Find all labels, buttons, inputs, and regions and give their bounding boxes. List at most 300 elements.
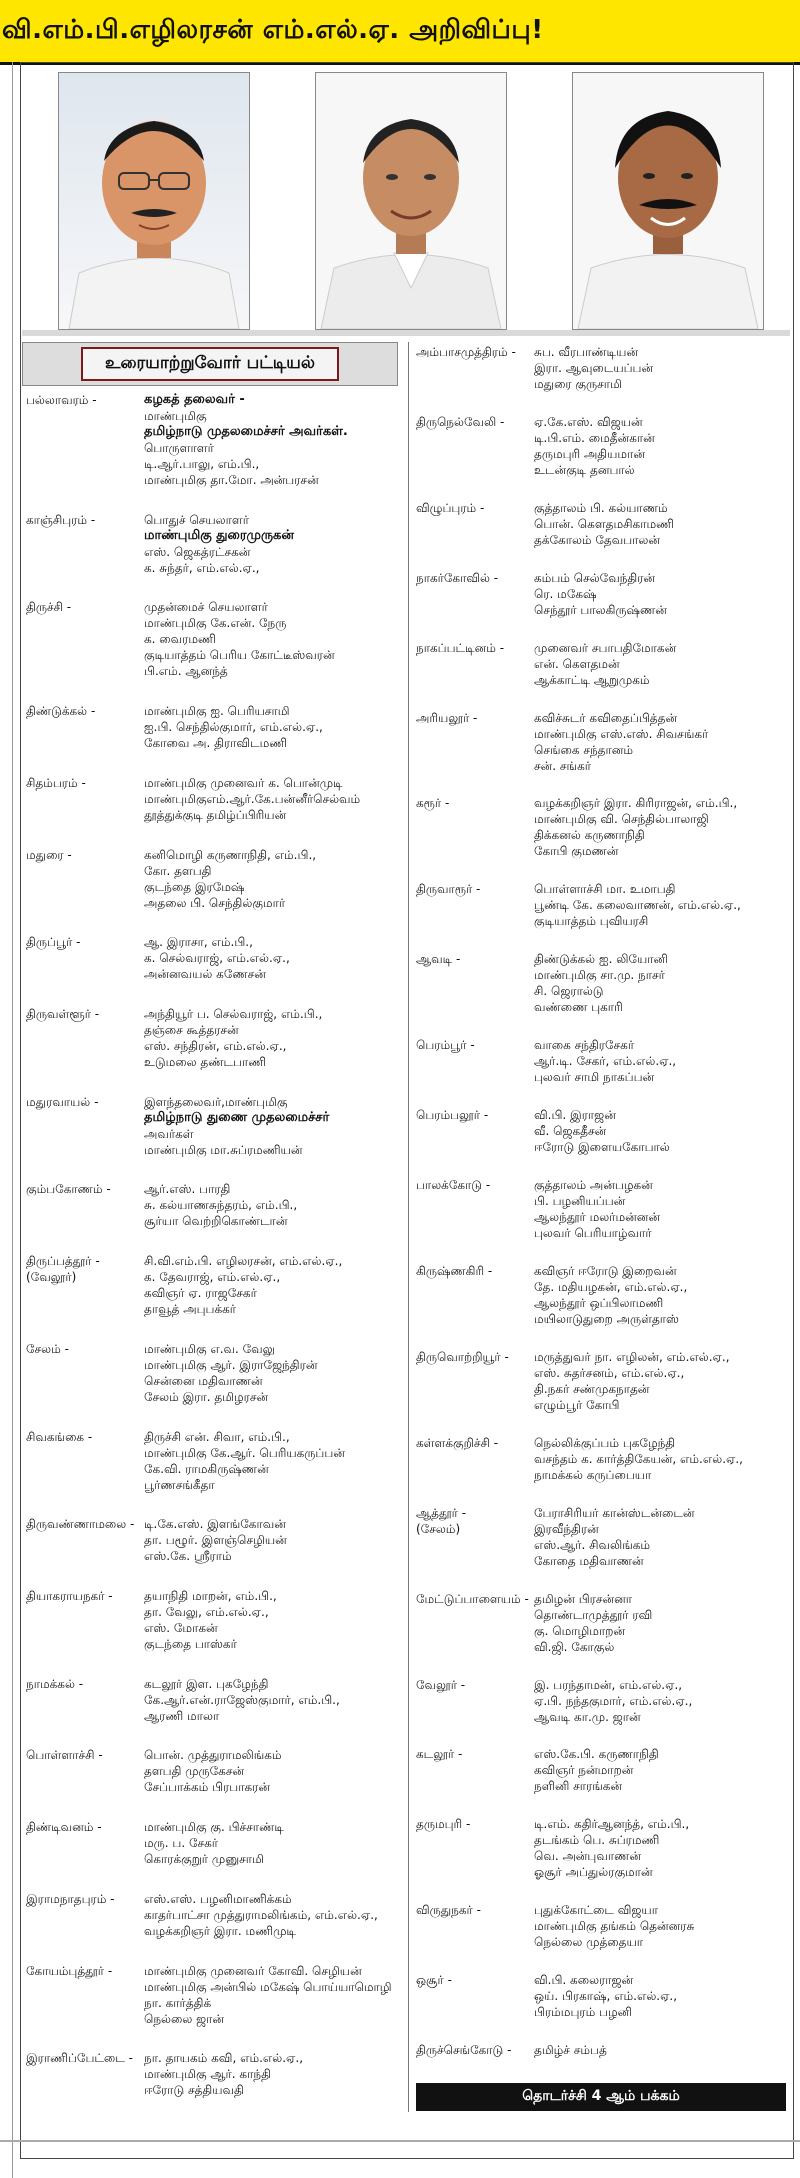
speaker-line: க. தேவராஜ், எம்.எல்.ஏ., bbox=[144, 1270, 281, 1284]
speaker-entry bbox=[416, 414, 792, 478]
speaker-line: க. செல்வராஜ், எம்.எல்.ஏ., bbox=[144, 951, 290, 965]
speaker-line: மாண்புமிகு வி. செந்தில்பாலாஜி bbox=[534, 812, 709, 826]
venue-label: பல்லாவரம் - bbox=[26, 393, 97, 407]
speaker-names bbox=[144, 1588, 406, 1652]
speaker-line: புலவர் சாமி நாகப்பன் bbox=[534, 1070, 655, 1084]
speaker-line: மருத்துவர் நா. எழிலன், எம்.எல்.ஏ., bbox=[534, 1350, 730, 1364]
venue-label: விழுப்புரம் - bbox=[416, 501, 485, 515]
venue-label: ஒசூர் - bbox=[416, 1973, 452, 1987]
speaker-names bbox=[144, 1676, 406, 1724]
speaker-entry bbox=[26, 512, 406, 576]
speaker-names bbox=[144, 1094, 406, 1158]
venue-label: சேலம் - bbox=[26, 1342, 69, 1356]
speaker-names bbox=[144, 1429, 406, 1493]
photo-row bbox=[30, 62, 790, 332]
venue-label: திண்டிவனம் - bbox=[26, 1820, 102, 1834]
speaker-line: எஸ். சுதர்சனம், எம்.எல்.ஏ., bbox=[534, 1366, 685, 1380]
speaker-line: குத்தாலம் பி. கல்யாணம் bbox=[534, 501, 668, 515]
bottom-rule bbox=[0, 2140, 800, 2142]
speaker-line: எஸ். சந்திரன், எம்.எல்.ஏ., bbox=[144, 1039, 287, 1053]
speaker-names bbox=[144, 1891, 406, 1939]
continuation-banner bbox=[416, 2083, 786, 2111]
speaker-names bbox=[534, 1177, 792, 1241]
speaker-names bbox=[534, 1349, 792, 1413]
speaker-entry bbox=[416, 570, 792, 618]
speaker-entry bbox=[26, 2050, 406, 2098]
venue-label: வேலூர் - bbox=[416, 1678, 466, 1692]
speaker-entry bbox=[26, 1819, 406, 1867]
speaker-line: கவிஞர் நன்மாறன் bbox=[534, 1763, 634, 1777]
speaker-line: தளபதி முருகேசன் bbox=[144, 1764, 245, 1778]
speaker-line: தமிழ்நாடு துணை முதலமைச்சர் bbox=[144, 1110, 330, 1125]
venue-label: பெரம்பூர் - bbox=[416, 1038, 475, 1052]
speaker-entry bbox=[416, 881, 792, 929]
venue-label: மதுரை - bbox=[26, 848, 72, 862]
speaker-line: திண்டுக்கல் ஐ. லியோனி bbox=[534, 952, 668, 966]
speaker-line: ஒய். பிரகாஷ், எம்.எல்.ஏ., bbox=[534, 1989, 678, 2003]
speaker-names bbox=[534, 500, 792, 548]
speaker-names bbox=[534, 1677, 792, 1725]
speaker-line: மாண்புமிகு மா.சுப்ரமணியன் bbox=[144, 1143, 303, 1157]
speaker-line: எஸ்.எஸ். பழனிமாணிக்கம் bbox=[144, 1892, 292, 1906]
speaker-line: பொள்ளாச்சி மா. உமாபதி bbox=[534, 882, 676, 896]
venue-label: கள்ளக்குறிச்சி - bbox=[416, 1436, 499, 1450]
speaker-line: கவிஞர் ஈரோடு இறைவன் bbox=[534, 1264, 677, 1278]
speaker-line: சு. கல்யாணசுந்தரம், எம்.பி., bbox=[144, 1198, 298, 1212]
speaker-line: புதுக்கோட்டை விஜயா bbox=[534, 1903, 658, 1917]
speaker-line: எஸ்.ஆர். சிவலிங்கம் bbox=[534, 1538, 651, 1552]
speaker-entry bbox=[26, 1516, 406, 1564]
venue-label: இராணிப்பேட்டை - bbox=[26, 2051, 133, 2065]
speaker-entry bbox=[416, 951, 792, 1015]
speaker-line: நா. கார்த்திக் bbox=[144, 1996, 212, 2010]
speaker-line: ஆலந்தூர் மலர்மன்னன் bbox=[534, 1210, 661, 1224]
venue-label: ஆத்தூர் - (சேலம்) bbox=[416, 1506, 467, 1536]
speaker-line: பூர்ணசங்கீதா bbox=[144, 1478, 215, 1492]
speaker-line: சுப. வீரபாண்டியன் bbox=[534, 345, 639, 359]
speaker-names bbox=[144, 512, 406, 576]
venue-label: திருநெல்வேலி - bbox=[416, 415, 505, 429]
speaker-line: பொன். கௌதமசிகாமணி bbox=[534, 517, 674, 531]
speaker-line: டி.கே.எஸ். இளங்கோவன் bbox=[144, 1517, 286, 1531]
speaker-line: டி.பி.எம். மைதீன்கான் bbox=[534, 431, 655, 445]
speaker-line: குடந்தை பாஸ்கர் bbox=[144, 1637, 237, 1651]
speaker-entry bbox=[416, 1816, 792, 1880]
venue-label: மதுரவாயல் - bbox=[26, 1095, 99, 1109]
speaker-line: மாண்புமிகு தா.மோ. அன்பரசன் bbox=[144, 473, 319, 487]
speaker-line: மாண்புமிகு கு. பிச்சாண்டி bbox=[144, 1820, 284, 1834]
speaker-line: குத்தாலம் அன்பழகன் bbox=[534, 1178, 653, 1192]
venue-label: இராமநாதபுரம் - bbox=[26, 1892, 115, 1906]
speaker-line: மாண்புமிகு கே.என். நேரு bbox=[144, 616, 287, 630]
venue-label: கும்பகோணம் - bbox=[26, 1182, 111, 1196]
venue-label: திருச்சி - bbox=[26, 600, 72, 614]
venue-label: நாமக்கல் - bbox=[26, 1677, 84, 1691]
speaker-names bbox=[534, 2042, 792, 2058]
speaker-line: கம்பம் செல்வேந்திரன் bbox=[534, 571, 656, 585]
venue-label: கரூர் - bbox=[416, 796, 450, 810]
speaker-line: பொன். முத்துராமலிங்கம் bbox=[144, 1748, 282, 1762]
column-divider bbox=[408, 342, 409, 2112]
speaker-line: இ. பரந்தாமன், எம்.எல்.ஏ., bbox=[534, 1678, 683, 1692]
speaker-line: மாண்புமிகு எ.வ. வேலு bbox=[144, 1342, 276, 1356]
speaker-line: தா. பழூர். இளஞ்செழியன் bbox=[144, 1533, 287, 1547]
speaker-line: தொண்டாமுத்தூர் ரவி bbox=[534, 1608, 653, 1622]
speaker-line: சி. ஜெரால்டு bbox=[534, 984, 604, 998]
speaker-names bbox=[534, 1505, 792, 1569]
speaker-line: பூண்டி கே. கலைவாணன், எம்.எல்.ஏ., bbox=[534, 898, 741, 912]
speaker-line: பொருளாளர் bbox=[144, 441, 214, 455]
venue-label: அரியலூர் - bbox=[416, 711, 478, 725]
speaker-entry bbox=[26, 1253, 406, 1317]
speaker-names bbox=[144, 1181, 406, 1229]
speaker-line: நா. தாயகம் கவி, எம்.எல்.ஏ., bbox=[144, 2051, 304, 2065]
venue-label: காஞ்சிபுரம் - bbox=[26, 513, 96, 527]
speaker-names bbox=[534, 1816, 792, 1880]
speaker-names bbox=[144, 703, 406, 751]
venue-label: தியாகராயநகர் - bbox=[26, 1589, 113, 1603]
speaker-names bbox=[534, 344, 792, 392]
speaker-line: மாண்புமிகு bbox=[144, 409, 207, 423]
speaker-line: குடியாத்தம் புவியரசி bbox=[534, 914, 649, 928]
speaker-entry bbox=[26, 1588, 406, 1652]
speaker-entry bbox=[26, 775, 406, 823]
speaker-line: செந்தூர் பாலகிருஷ்ணன் bbox=[534, 603, 667, 617]
speaker-entry bbox=[416, 1902, 792, 1950]
speaker-entry bbox=[26, 1429, 406, 1493]
speaker-entry bbox=[416, 1746, 792, 1794]
speaker-line: கோவை அ. திராவிடமணி bbox=[144, 736, 288, 750]
leader-photo-3 bbox=[572, 72, 764, 330]
speaker-names bbox=[534, 1591, 792, 1655]
speaker-line: மாண்புமிகு எஸ்.எஸ். சிவசங்கர் bbox=[534, 727, 709, 741]
speaker-line: கனிமொழி கருணாநிதி, எம்.பி., bbox=[144, 848, 317, 862]
speaker-line: மாண்புமிகு முனைவர் க. பொன்முடி bbox=[144, 776, 343, 790]
speaker-names bbox=[144, 934, 406, 982]
speaker-line: எஸ். மோகன் bbox=[144, 1621, 218, 1635]
venue-label: கிருஷ்ணகிரி - bbox=[416, 1264, 493, 1278]
speaker-line: ஆர்.டி. சேகர், எம்.எல்.ஏ., bbox=[534, 1054, 677, 1068]
speaker-line: நெல்லை முத்தையா bbox=[534, 1935, 644, 1949]
speaker-names bbox=[534, 951, 792, 1015]
speaker-line: ஏ.பி. நந்தகுமார், எம்.எல்.ஏ., bbox=[534, 1694, 693, 1708]
speaker-line: நெல்லை ஜான் bbox=[144, 2012, 225, 2026]
venue-label: திருவொற்றியூர் - bbox=[416, 1350, 509, 1364]
speaker-entry bbox=[416, 1591, 792, 1655]
venue-label: திருச்செங்கோடு - bbox=[416, 2043, 512, 2057]
speaker-line: கே.ஆர்.என்.ராஜேஸ்குமார், எம்.பி., bbox=[144, 1693, 340, 1707]
speaker-line: வி.ஜி. கோகுல் bbox=[534, 1640, 615, 1654]
speaker-names bbox=[144, 599, 406, 679]
speaker-line: சூர்யா வெற்றிகொண்டான் bbox=[144, 1214, 288, 1228]
speaker-line: கடலூர் இள. புகழேந்தி bbox=[144, 1677, 269, 1691]
speaker-entry bbox=[26, 1094, 406, 1158]
speaker-names bbox=[144, 1006, 406, 1070]
speaker-line: மாண்புமிகு சா.மு. நாசர் bbox=[534, 968, 665, 982]
speaker-line: மாண்புமிகுஎம்.ஆர்.கே.பன்னீர்செல்வம் bbox=[144, 792, 361, 806]
speaker-line: உடன்குடி தனபால் bbox=[534, 463, 635, 477]
speaker-line: கு. மொழிமாறன் bbox=[534, 1624, 626, 1638]
speaker-entry bbox=[416, 1107, 792, 1155]
speaker-line: பி. பழனியப்பன் bbox=[534, 1194, 626, 1208]
speaker-names bbox=[534, 1263, 792, 1327]
speaker-line: ஆவடி கா.மு. ஜான் bbox=[534, 1710, 641, 1724]
venue-label: தருமபுரி - bbox=[416, 1817, 471, 1831]
speaker-line: சி.வி.எம்.பி. எழிலரசன், எம்.எல்.ஏ., bbox=[144, 1254, 343, 1268]
speaker-line: அதலை பி. செந்தில்குமார் bbox=[144, 896, 286, 910]
speaker-names bbox=[534, 710, 792, 774]
speaker-line: திருச்சி என். சிவா, எம்.பி., bbox=[144, 1430, 290, 1444]
headline-text: வி.எம்.பி.எழிலரசன் எம்.எல்.ஏ. அறிவிப்பு! bbox=[2, 14, 544, 45]
speaker-line: மாண்புமிகு ஐ. பெரியசாமி bbox=[144, 704, 290, 718]
speaker-line: வழக்கறிஞர் இரா. கிரிராஜன், எம்.பி., bbox=[534, 796, 738, 810]
speaker-line: நளினி சாரங்கன் bbox=[534, 1779, 623, 1793]
speaker-entry bbox=[26, 1006, 406, 1070]
speaker-line: மாண்புமிகு துரைமுருகன் bbox=[144, 528, 294, 543]
speaker-entry bbox=[416, 1037, 792, 1085]
speaker-names bbox=[534, 1107, 792, 1155]
leader-photo-1 bbox=[58, 72, 250, 330]
speaker-line: அவர்கள் bbox=[144, 1127, 194, 1141]
speaker-names bbox=[534, 1902, 792, 1950]
speaker-entry bbox=[416, 500, 792, 548]
speaker-line: என். கௌதமன் bbox=[534, 657, 620, 671]
speaker-names bbox=[144, 1963, 406, 2027]
speaker-line: சென்னை மதிவாணன் bbox=[144, 1374, 263, 1388]
speaker-line: சேப்பாக்கம் பிரபாகரன் bbox=[144, 1780, 270, 1794]
venue-label: திண்டுக்கல் - bbox=[26, 704, 96, 718]
speaker-line: கோபி குமணன் bbox=[534, 844, 619, 858]
list-title: உரையாற்றுவோர் பட்டியல் bbox=[81, 347, 339, 381]
speaker-entry bbox=[26, 1676, 406, 1724]
speaker-line: இரா. ஆவுடையப்பன் bbox=[534, 361, 654, 375]
venue-label: ஆவடி - bbox=[416, 952, 461, 966]
venue-label: விருதுநகர் - bbox=[416, 1903, 481, 1917]
speaker-line: மதுரை குருசாமி bbox=[534, 377, 622, 391]
speaker-line: க. வைரமணி bbox=[144, 632, 216, 646]
speaker-names bbox=[534, 1972, 792, 2020]
speaker-line: தமிழ்ச் சம்பத் bbox=[534, 2043, 607, 2057]
venue-label: திருவண்ணாமலை - bbox=[26, 1517, 135, 1531]
speaker-line: மாண்புமிகு முனைவர் கோவி. செழியன் bbox=[144, 1964, 362, 1978]
speaker-line: கே.வி. ராமகிருஷ்ணன் bbox=[144, 1462, 269, 1476]
speaker-entry bbox=[416, 1263, 792, 1327]
speaker-entry bbox=[26, 1891, 406, 1939]
speaker-names bbox=[534, 795, 792, 859]
speaker-line: வி.பி. இராஜன் bbox=[534, 1108, 616, 1122]
speaker-line: ஆ. இராசா, எம்.பி., bbox=[144, 935, 253, 949]
speaker-entry bbox=[26, 1963, 406, 2027]
speaker-line: எஸ்.கே.பி. கருணாநிதி bbox=[534, 1747, 659, 1761]
speaker-names bbox=[144, 847, 406, 911]
speaker-line: நாமக்கல் கருப்பையா bbox=[534, 1468, 652, 1482]
speaker-line: வீ. ஜெகதீசன் bbox=[534, 1124, 607, 1138]
speaker-names bbox=[534, 640, 792, 688]
speaker-entry bbox=[416, 1177, 792, 1241]
venue-label: திருப்பூர் - bbox=[26, 935, 81, 949]
venue-label: சிதம்பரம் - bbox=[26, 776, 86, 790]
speaker-line: குடியாத்தம் பெரிய கோட்டீஸ்வரன் bbox=[144, 648, 335, 662]
speaker-line: பொதுச் செயலாளர் bbox=[144, 513, 250, 527]
speaker-line: புலவர் பெரியாழ்வார் bbox=[534, 1226, 652, 1240]
speaker-line: எழும்பூர் கோபி bbox=[534, 1398, 620, 1412]
speaker-line: மயிலாடுதுறை அருள்தாஸ் bbox=[534, 1312, 679, 1326]
speaker-line: ஈரோடு சத்தியவதி bbox=[144, 2083, 244, 2097]
speaker-line: சன். சங்கர் bbox=[534, 759, 592, 773]
speaker-line: தா. வேலு, எம்.எல்.ஏ., bbox=[144, 1605, 269, 1619]
speaker-line: கவிஞர் ஏ. ராஜசேகர் bbox=[144, 1286, 257, 1300]
speaker-line: டி.ஆர்.பாலு, எம்.பி., bbox=[144, 457, 260, 471]
speaker-line: பிரம்மபுரம் பழனி bbox=[534, 2005, 632, 2019]
speaker-line: கோ. தளபதி bbox=[144, 864, 212, 878]
venue-label: பெரம்பலூர் - bbox=[416, 1108, 489, 1122]
venue-label: நாகர்கோவில் - bbox=[416, 571, 499, 585]
speaker-line: மாண்புமிகு அன்பில் மகேஷ் பொய்யாமொழி bbox=[144, 1980, 392, 1994]
venue-label: பாலக்கோடு - bbox=[416, 1178, 491, 1192]
speaker-line: முதன்மைச் செயலாளர் bbox=[144, 600, 268, 614]
speaker-line: கோதை மதிவாணன் bbox=[534, 1554, 644, 1568]
speaker-line: கொரக்குறுர் முனுசாமி bbox=[144, 1852, 264, 1866]
speaker-entry bbox=[416, 640, 792, 688]
venue-label: கடலூர் - bbox=[416, 1747, 463, 1761]
speaker-names bbox=[534, 1746, 792, 1794]
speaker-line: காதர்பாட்சா முத்துராமலிங்கம், எம்.எல்.ஏ., bbox=[144, 1908, 378, 1922]
speaker-names bbox=[534, 414, 792, 478]
speaker-line: க. சுந்தர், எம்.எல்.ஏ., bbox=[144, 561, 260, 575]
speaker-entry bbox=[416, 1677, 792, 1725]
speaker-names bbox=[144, 1341, 406, 1405]
speaker-entry bbox=[416, 2042, 792, 2058]
speaker-line: மாண்புமிகு தங்கம் தென்னரசு bbox=[534, 1919, 695, 1933]
speaker-line: குடந்தை இரமேஷ் bbox=[144, 880, 245, 894]
speaker-line: வாகை சந்திரசேகர் bbox=[534, 1038, 635, 1052]
speaker-line: இளந்தலைவர்,மாண்புமிகு bbox=[144, 1095, 288, 1109]
speaker-line: வழக்கறிஞர் இரா. மணிமுடி bbox=[144, 1924, 296, 1938]
speaker-line: வண்ணை புகாரி bbox=[534, 1000, 623, 1014]
leader-photo-2 bbox=[315, 72, 507, 330]
speaker-line: தயாநிதி மாறன், எம்.பி., bbox=[144, 1589, 277, 1603]
section-divider bbox=[22, 330, 790, 336]
speaker-line: திக்கனல் கருணாநிதி bbox=[534, 828, 645, 842]
venue-label: நாகப்பட்டினம் - bbox=[416, 641, 505, 655]
speaker-line: ஈரோடு இளையகோபால் bbox=[534, 1140, 670, 1154]
speaker-line: வெ. அன்புவாணன் bbox=[534, 1849, 642, 1863]
speaker-line: கவிச்சுடர் கவிதைப்பித்தன் bbox=[534, 711, 678, 725]
speaker-line: வி.பி. கலைராஜன் bbox=[534, 1973, 634, 1987]
speaker-names bbox=[144, 1253, 406, 1317]
speaker-names bbox=[144, 1516, 406, 1564]
speaker-line: பேராசிரியர் கான்ஸ்டன்டைன் bbox=[534, 1506, 695, 1520]
speaker-line: முனைவர் சபாபதிமோகன் bbox=[534, 641, 677, 655]
speaker-line: தமிழன் பிரசன்னா bbox=[534, 1592, 633, 1606]
speaker-line: தூத்துக்குடி தமிழ்ப்பிரியன் bbox=[144, 808, 287, 822]
speaker-line: பி.எம். ஆனந்த் bbox=[144, 664, 228, 678]
speaker-entry bbox=[26, 1341, 406, 1405]
speaker-entry bbox=[26, 847, 406, 911]
speaker-entry bbox=[416, 1435, 792, 1483]
venue-label: மேட்டுப்பாளையம் - bbox=[416, 1592, 529, 1606]
venue-label: திருவாரூர் - bbox=[416, 882, 481, 896]
speaker-line: இரவீந்திரன் bbox=[534, 1522, 599, 1536]
speaker-line: மாண்புமிகு கே.ஆர். பெரியகருப்பன் bbox=[144, 1446, 345, 1460]
speaker-line: எஸ்.கே. ஸ்ரீராம் bbox=[144, 1549, 232, 1563]
speaker-line: மாண்புமிகு ஆர். இராஜேந்திரன் bbox=[144, 1358, 318, 1372]
speaker-entry bbox=[26, 934, 406, 982]
speaker-names bbox=[144, 1819, 406, 1867]
speaker-names bbox=[144, 2050, 406, 2098]
speaker-line: கழகத் தலைவர் - bbox=[144, 392, 245, 407]
speaker-names bbox=[534, 570, 792, 618]
speaker-line: ஏ.கே.எஸ். விஜயன் bbox=[534, 415, 643, 429]
speaker-line: டி.எம். கதிர்ஆனந்த், எம்.பி., bbox=[534, 1817, 690, 1831]
speaker-names bbox=[534, 881, 792, 929]
speaker-entry bbox=[26, 599, 406, 679]
speaker-line: தமிழ்நாடு முதலமைச்சர் அவர்கள். bbox=[144, 424, 348, 439]
speaker-names bbox=[534, 1037, 792, 1085]
speaker-line: வசந்தம் க. கார்த்திகேயன், எம்.எல்.ஏ., bbox=[534, 1452, 743, 1466]
speaker-line: ஆலந்தூர் ஒப்பிலாமணி bbox=[534, 1296, 664, 1310]
speaker-entry bbox=[26, 392, 406, 488]
speaker-entry bbox=[26, 1747, 406, 1795]
speaker-line: தே. மதியழகன், எம்.எல்.ஏ., bbox=[534, 1280, 688, 1294]
venue-label: அம்பாசமுத்திரம் - bbox=[416, 345, 516, 359]
speaker-line: ஓசூர் அப்துல்ரகுமான் bbox=[534, 1865, 653, 1879]
speaker-line: மாண்புமிகு ஆர். காந்தி bbox=[144, 2067, 271, 2081]
speaker-entry bbox=[416, 1505, 792, 1569]
venue-label: கோயம்புத்தூர் - bbox=[26, 1964, 113, 1978]
speaker-entry bbox=[416, 710, 792, 774]
speaker-line: தாவூத் அபுபக்கர் bbox=[144, 1302, 237, 1316]
venue-label: சிவகங்கை - bbox=[26, 1430, 93, 1444]
list-title-box bbox=[22, 342, 398, 386]
speaker-names bbox=[144, 775, 406, 823]
speaker-line: நெல்லிக்குப்பம் புகழேந்தி bbox=[534, 1436, 676, 1450]
speaker-names bbox=[144, 1747, 406, 1795]
speaker-line: தருமபுரி அதியமான் bbox=[534, 447, 645, 461]
speaker-line: எஸ். ஜெகத்ரட்சகன் bbox=[144, 545, 251, 559]
speaker-line: ரெ. மகேஷ் bbox=[534, 587, 597, 601]
speaker-line: ஆர்.எஸ். பாரதி bbox=[144, 1182, 231, 1196]
headline-banner bbox=[0, 0, 800, 65]
speaker-line: அன்னவயல் கணேசன் bbox=[144, 967, 266, 981]
speaker-names bbox=[534, 1435, 792, 1483]
speaker-line: தடங்கம் பெ. சுப்ரமணி bbox=[534, 1833, 660, 1847]
speaker-line: உடுமலை தண்டபாணி bbox=[144, 1055, 267, 1069]
speaker-line: அந்தியூர் ப. செல்வராஜ், எம்.பி., bbox=[144, 1007, 323, 1021]
speaker-line: ஐ.பி. செந்தில்குமார், எம்.எல்.ஏ., bbox=[144, 720, 323, 734]
speaker-line: தக்கோலம் தேவபாலன் bbox=[534, 533, 661, 547]
venue-label: பொள்ளாச்சி - bbox=[26, 1748, 103, 1762]
venue-label: திருப்பத்தூர் - (வேலூர்) bbox=[26, 1254, 100, 1284]
speaker-line: செங்கை சந்தானம் bbox=[534, 743, 634, 757]
speaker-entry bbox=[26, 703, 406, 751]
speaker-line: சேலம் இரா. தமிழரசன் bbox=[144, 1390, 269, 1404]
speaker-entry bbox=[416, 344, 792, 392]
speaker-entry bbox=[416, 1349, 792, 1413]
speaker-line: ஆக்காட்டி ஆறுமுகம் bbox=[534, 673, 650, 687]
speaker-line: தஞ்சை கூத்தரசன் bbox=[144, 1023, 239, 1037]
adjacent-column-edge bbox=[0, 62, 13, 2178]
speaker-names bbox=[144, 392, 406, 488]
speaker-entry bbox=[416, 795, 792, 859]
speaker-line: தி.நகர் சண்முகநாதன் bbox=[534, 1382, 650, 1396]
continuation-text: தொடர்ச்சி 4 ஆம் பக்கம் bbox=[522, 2088, 680, 2104]
speaker-line: மரு. ப. சேகர் bbox=[144, 1836, 219, 1850]
speaker-entry bbox=[26, 1181, 406, 1229]
speaker-entry bbox=[416, 1972, 792, 2020]
speaker-line: ஆரணி மாலா bbox=[144, 1709, 220, 1723]
venue-label: திருவள்ளூர் - bbox=[26, 1007, 100, 1021]
